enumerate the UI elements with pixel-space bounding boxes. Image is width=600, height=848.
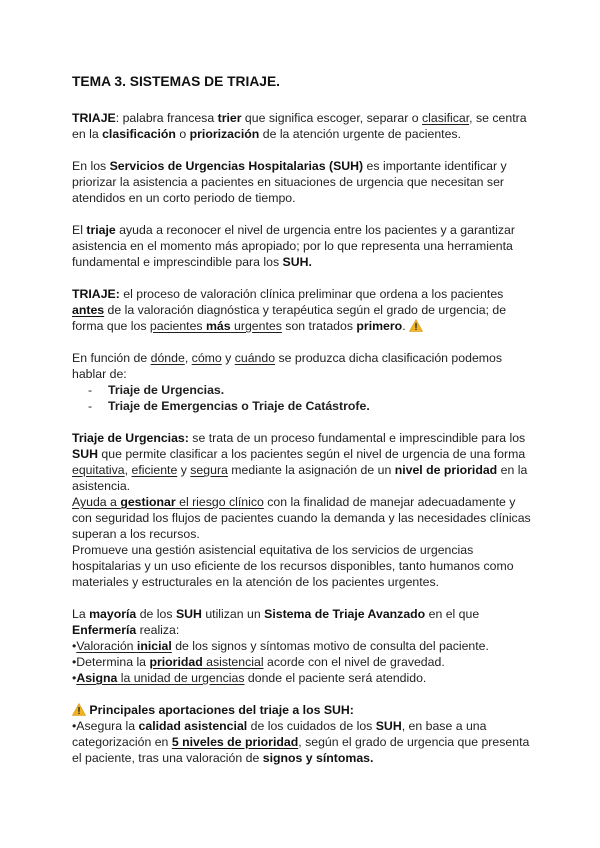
document-page: [72, 73, 532, 766]
paragraph-promueve: Promueve una gestión asistencial equitativa de los servicios de urgencias hospitalarias y un uso eficiente de los recursos disponibles, tanto humanos como materiales y estructurales en la atención de los pacientes urgentes.: [72, 543, 514, 589]
paragraph-triaje-definition: TRIAJE: palabra francesa trier que significa escoger, separar o clasificar, se centra en la clasificación o priorización de la atención urgente de pacientes.: [72, 111, 527, 141]
list-item: - Triaje de Emergencias o Triaje de Catástrofe.: [88, 399, 370, 413]
bullet-asigna-unidad: •Asigna la unidad de urgencias donde el paciente será atendido.: [72, 671, 427, 685]
page-title: TEMA 3. SISTEMAS DE TRIAJE.: [72, 74, 281, 89]
bullet-determina-prioridad: •Determina la prioridad asistencial acorde con el nivel de gravedad.: [72, 655, 445, 669]
paragraph-triaje-ayuda: El triaje ayuda a reconocer el nivel de urgencia entre los pacientes y a garantizar asistencia en el momento más apropiado; por lo que representa una herramienta fundamental e imprescindible para los SUH.: [72, 223, 515, 269]
paragraph-triaje-proceso: TRIAJE: el proceso de valoración clínica preliminar que ordena a los pacientes antes de la valoración diagnóstica y terapéutica según el grado de urgencia; de forma que los pacientes más urgentes son tratados primero.: [72, 287, 507, 333]
warning-icon: [72, 703, 86, 716]
warning-icon: [409, 319, 423, 332]
list-item: - Triaje de Urgencias.: [88, 383, 225, 397]
triaje-types-list: [72, 382, 532, 414]
paragraph-mayoria-suh: La mayoría de los SUH utilizan un Sistema de Triaje Avanzado en el que Enfermería realiza:: [72, 607, 480, 637]
bullet-calidad-asistencial: •Asegura la calidad asistencial de los cuidados de los SUH, en base a una categorización en 5 niveles de prioridad, según el grado de urgencia que presenta el paciente, tras una valoración de signos y síntomas.: [72, 719, 530, 765]
bullet-valoracion-inicial: •Valoración inicial de los signos y síntomas motivo de consulta del paciente.: [72, 639, 489, 653]
paragraph-suh: En los Servicios de Urgencias Hospitalarias (SUH) es importante identificar y priorizar la asistencia a pacientes en situaciones de urgencia que necesitan ser atendidos en un corto periodo de tiempo.: [72, 159, 507, 205]
paragraph-funcion: En función de dónde, cómo y cuándo se produzca dicha clasificación podemos hablar de:: [72, 351, 503, 381]
section-heading-aportaciones: Principales aportaciones del triaje a los SUH:: [72, 702, 532, 718]
paragraph-gestionar-riesgo: Ayuda a gestionar el riesgo clínico con la finalidad de manejar adecuadamente y con seguridad los flujos de pacientes cuando la demanda y las necesidades clínicas superan a los recursos.: [72, 495, 531, 541]
paragraph-triaje-urgencias: Triaje de Urgencias: se trata de un proceso fundamental e imprescindible para los SUH que permite clasificar a los pacientes según el nivel de urgencia de una forma equitativa, eficiente y segura mediante la asignación de un nivel de prioridad en la asistencia.: [72, 431, 528, 493]
